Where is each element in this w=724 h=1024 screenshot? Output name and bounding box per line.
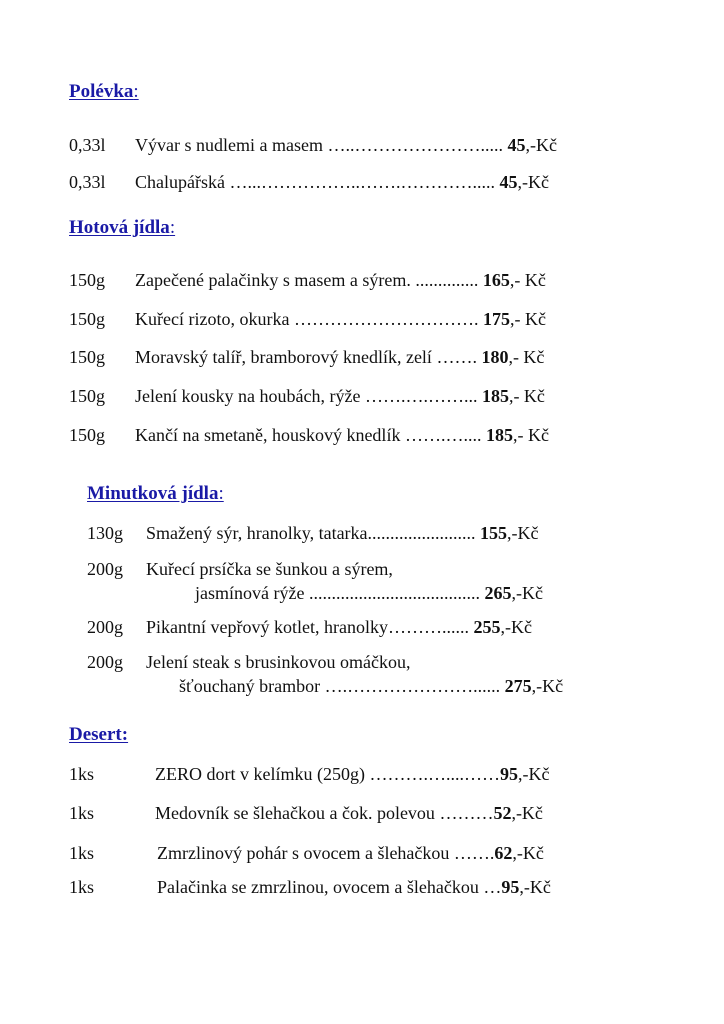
- item-price: 255: [468, 617, 501, 637]
- item-name: ZERO dort v kelímku (250g): [155, 764, 365, 784]
- section-heading-polevka: [69, 81, 139, 103]
- item-dots: ........................: [367, 523, 476, 543]
- item-name: Jelení steak s brusinkovou omáčkou,: [146, 652, 411, 672]
- item-name-continued: jasmínová rýže: [195, 583, 305, 603]
- item-price: 275: [500, 676, 532, 696]
- item-quantity: 200g: [87, 652, 123, 672]
- item-currency: ,-Kč: [511, 583, 543, 603]
- item-quantity: 0,33l: [69, 135, 106, 155]
- item-dots: …….….……...: [360, 386, 478, 406]
- item-dots: ..............: [410, 270, 479, 290]
- item-quantity: 1ks: [69, 803, 95, 823]
- item-price: 155: [475, 523, 508, 543]
- item-dots: …….…....: [400, 425, 482, 445]
- item-name: Palačinka se zmrzlinou, ovocem a šlehačkou: [157, 877, 479, 897]
- item-dots: ………………………….: [289, 309, 479, 329]
- item-name: Vývar s nudlemi a masem: [135, 135, 323, 155]
- item-price: 45: [502, 135, 526, 155]
- item-price: 62: [494, 843, 513, 863]
- item-quantity: 150g: [69, 270, 105, 290]
- item-quantity: 200g: [87, 559, 123, 579]
- item-dots: ………: [434, 803, 494, 823]
- item-name: Kuřecí prsíčka se šunkou a sýrem,: [146, 559, 393, 579]
- item-price: 175: [478, 309, 510, 329]
- item-currency: ,-Kč: [531, 676, 564, 696]
- item-currency: ,- Kč: [512, 425, 549, 445]
- item-name: Chalupářská: [135, 172, 225, 192]
- item-name: Smažený sýr, hranolky, tatarka: [146, 523, 368, 543]
- section-heading-hotova-jidla: [69, 217, 175, 239]
- item-price: 265: [479, 583, 512, 603]
- item-dots: …….: [431, 347, 477, 367]
- item-dots: ………......: [387, 617, 469, 637]
- item-quantity: 150g: [69, 386, 105, 406]
- item-quantity: 1ks: [69, 877, 95, 897]
- heading-colon: :: [169, 217, 176, 238]
- item-quantity: 130g: [87, 523, 123, 543]
- heading-colon: :: [218, 483, 224, 504]
- heading-text: Polévka: [69, 81, 134, 102]
- item-name: Medovník se šlehačkou a čok. polevou: [155, 803, 435, 823]
- item-dots: ......................................: [304, 583, 480, 603]
- item-currency: ,- Kč: [509, 309, 546, 329]
- item-dots: …...……………..…….………….....: [224, 172, 495, 192]
- item-name: Zapečené palačinky s masem a sýrem.: [135, 270, 411, 290]
- heading-text: Desert:: [69, 724, 129, 745]
- item-dots: …..………………….....: [322, 135, 503, 155]
- item-currency: ,- Kč: [508, 386, 545, 406]
- item-price: 45: [494, 172, 518, 192]
- item-quantity: 150g: [69, 347, 105, 367]
- item-currency: ,-Kč: [507, 523, 539, 543]
- item-price: 180: [476, 347, 509, 367]
- item-quantity: 150g: [69, 425, 105, 445]
- item-currency: ,-Kč: [519, 877, 551, 897]
- item-name: Zmrzlinový pohár s ovocem a šlehačkou: [157, 843, 450, 863]
- item-name: Pikantní vepřový kotlet, hranolky: [146, 617, 388, 637]
- heading-text: Minutková jídla: [87, 483, 219, 504]
- item-price: 165: [478, 270, 510, 290]
- item-currency: ,-Kč: [512, 843, 544, 863]
- item-price: 95: [501, 877, 520, 897]
- item-quantity: 1ks: [69, 843, 95, 863]
- item-currency: ,-Kč: [511, 803, 543, 823]
- item-dots: …….: [449, 843, 495, 863]
- item-dots: ……….…....……: [364, 764, 500, 784]
- item-currency: ,-Kč: [517, 172, 549, 192]
- item-dots: …: [478, 877, 502, 897]
- item-quantity: 150g: [69, 309, 105, 329]
- item-name: Kuřecí rizoto, okurka: [135, 309, 290, 329]
- item-price: 52: [493, 803, 512, 823]
- item-currency: ,-Kč: [525, 135, 557, 155]
- item-name-continued: šťouchaný brambor: [179, 676, 321, 696]
- item-price: 185: [481, 425, 513, 445]
- item-quantity: 0,33l: [69, 172, 106, 192]
- item-currency: ,-Kč: [517, 764, 550, 784]
- heading-colon: :: [133, 81, 139, 102]
- section-heading-minutkova-jidla: [87, 483, 224, 505]
- item-price: 185: [477, 386, 509, 406]
- item-quantity: 200g: [87, 617, 123, 637]
- item-name: Jelení kousky na houbách, rýže: [135, 386, 361, 406]
- item-name: Moravský talíř, bramborový knedlík, zelí: [135, 347, 432, 367]
- item-currency: ,- Kč: [508, 347, 545, 367]
- item-price: 95: [499, 764, 518, 784]
- heading-text: Hotová jídla: [69, 217, 170, 238]
- item-dots: ….…………………......: [320, 676, 501, 696]
- item-currency: ,-Kč: [500, 617, 532, 637]
- item-name: Kančí na smetaně, houskový knedlík: [135, 425, 401, 445]
- item-quantity: 1ks: [69, 764, 95, 784]
- section-heading-desert: [69, 724, 128, 746]
- item-currency: ,- Kč: [509, 270, 546, 290]
